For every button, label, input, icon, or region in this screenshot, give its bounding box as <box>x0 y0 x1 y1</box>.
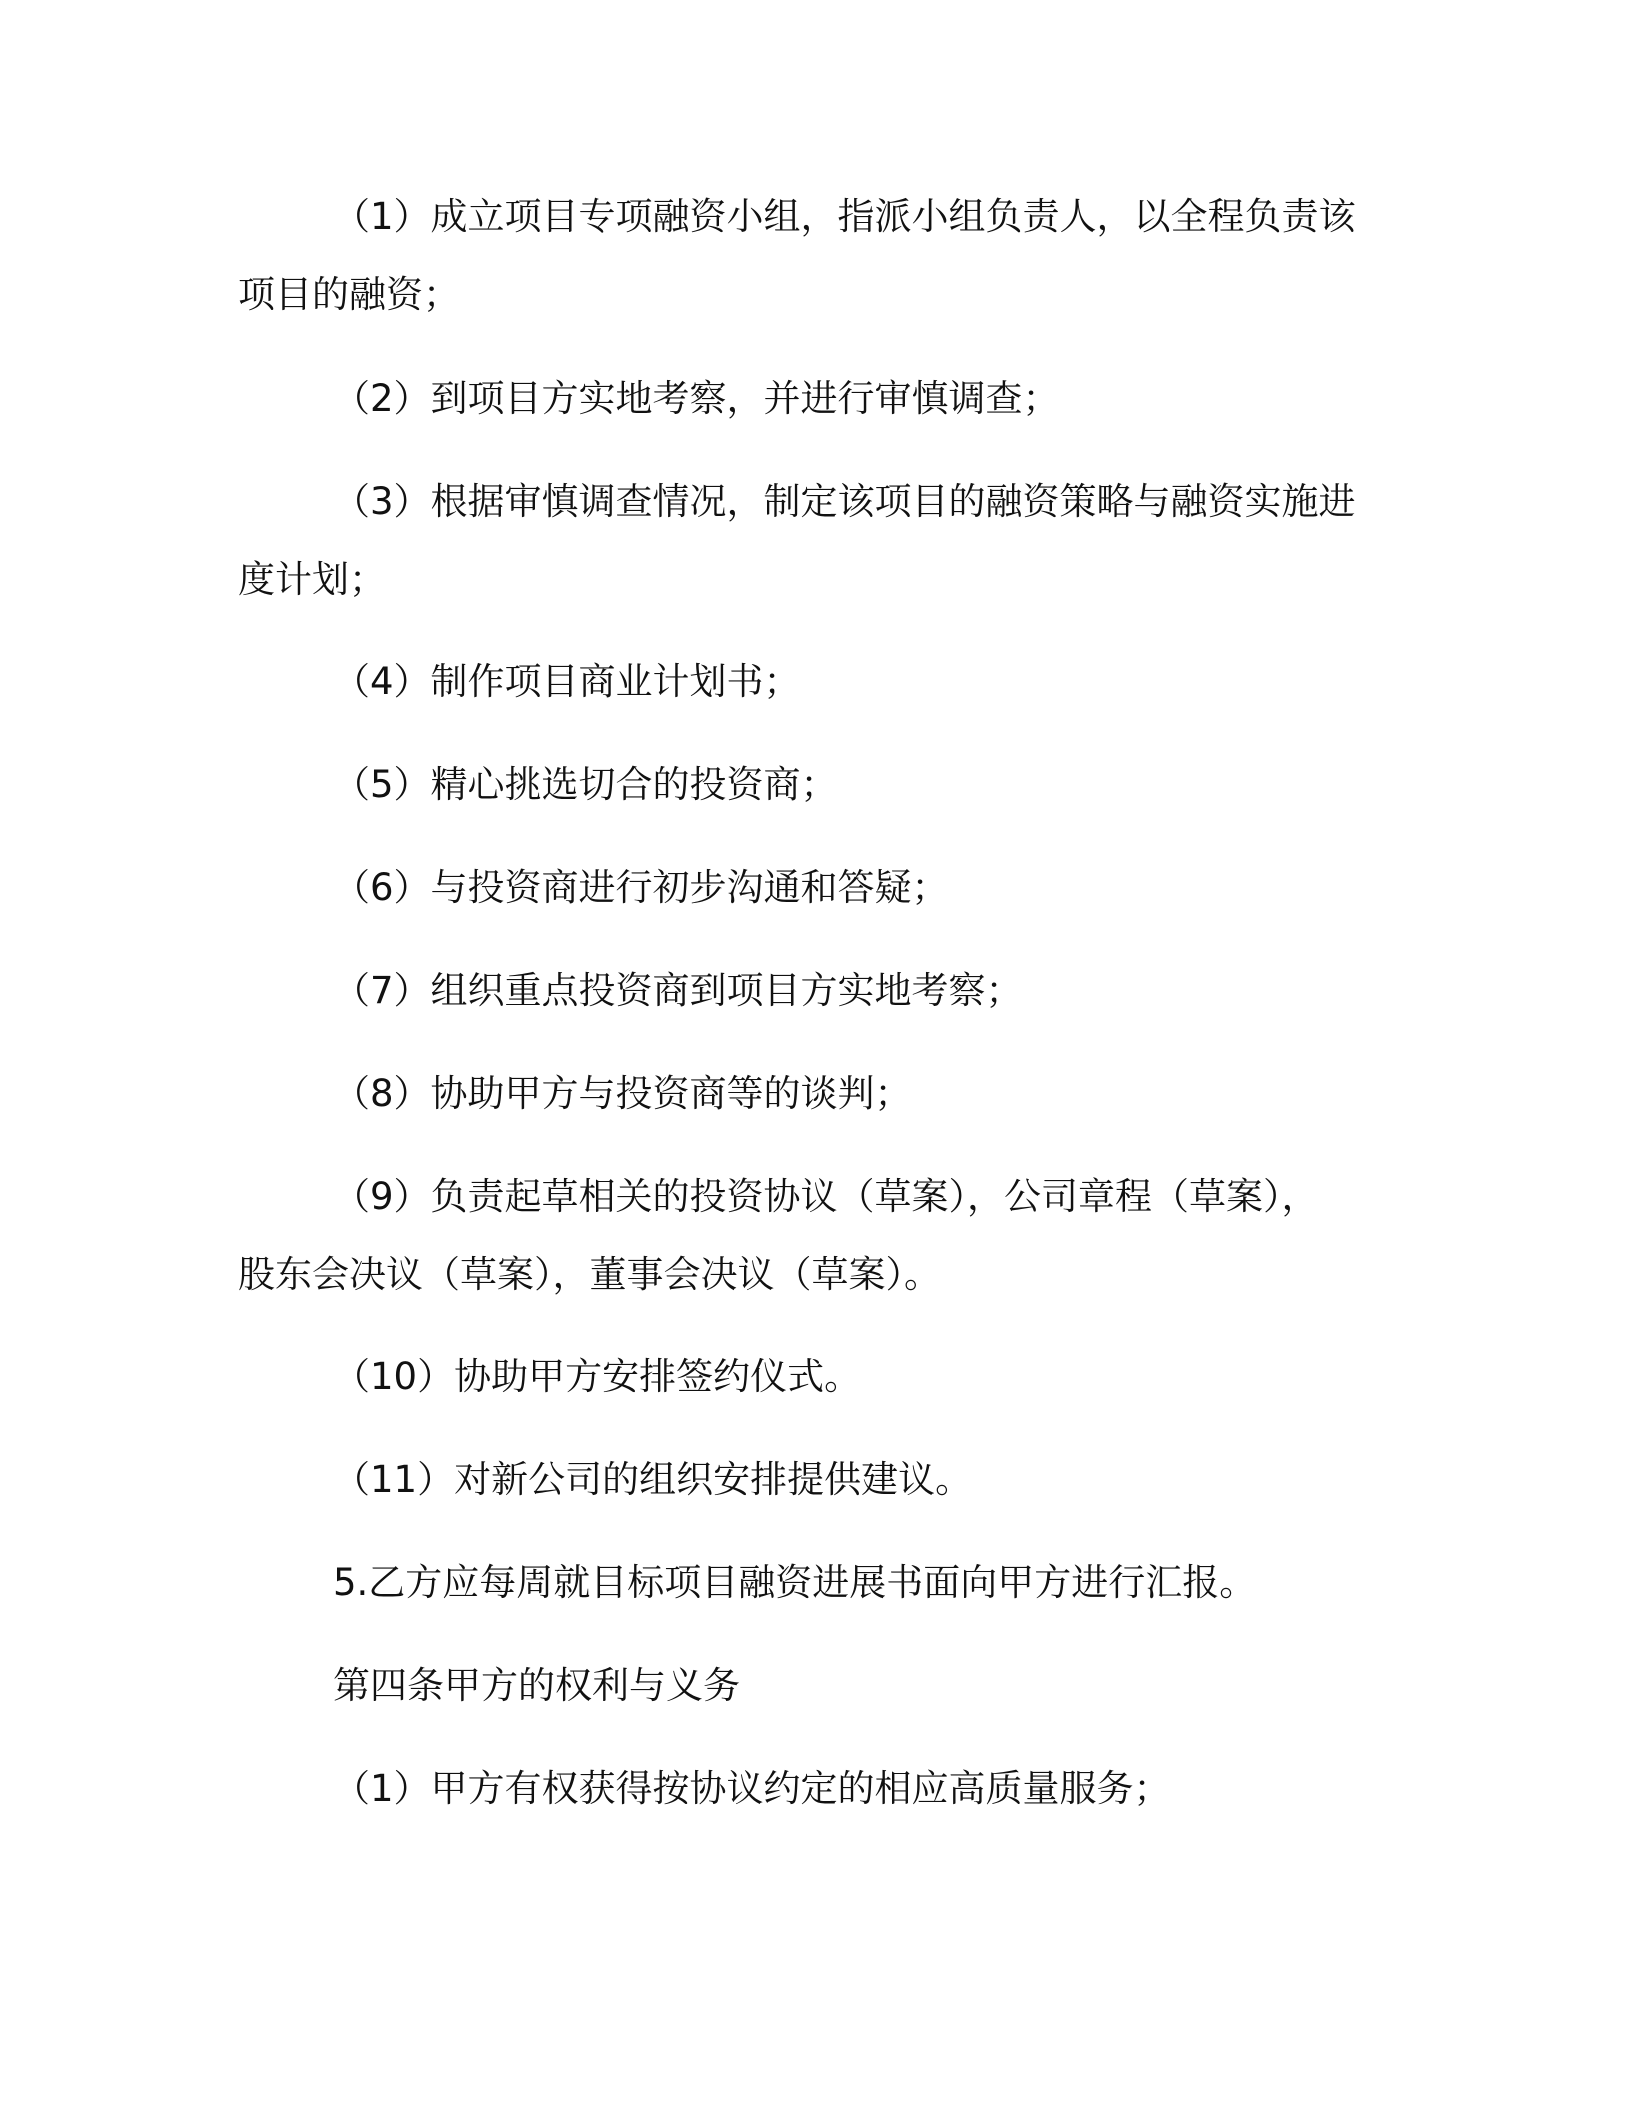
paragraph-item-5 <box>238 746 1358 824</box>
paragraph-line: （4）制作项目商业计划书； <box>333 660 801 703</box>
section-heading <box>238 1647 1358 1725</box>
paragraph-item-13 <box>238 1750 1358 1828</box>
paragraph-item-11 <box>238 1441 1358 1519</box>
paragraph-item-1 <box>238 178 1358 334</box>
paragraph-line: 度计划； <box>238 558 386 601</box>
paragraph-line: 第四条甲方的权利与义务 <box>333 1664 740 1707</box>
paragraph-item-7 <box>238 952 1358 1030</box>
paragraph-line: （9）负责起草相关的投资协议（草案），公司章程（草案）， <box>333 1175 1319 1218</box>
paragraph-item-8 <box>238 1055 1358 1133</box>
paragraph-line: （6）与投资商进行初步沟通和答疑； <box>333 866 949 909</box>
paragraph-item-4 <box>238 643 1358 721</box>
paragraph-line: （8）协助甲方与投资商等的谈判； <box>333 1072 912 1115</box>
paragraph-line: （5）精心挑选切合的投资商； <box>333 763 838 806</box>
paragraph-item-6 <box>238 849 1358 927</box>
paragraph-item-12 <box>238 1544 1358 1622</box>
paragraph-item-9 <box>238 1158 1358 1314</box>
paragraph-item-10 <box>238 1338 1358 1416</box>
paragraph-line: （7）组织重点投资商到项目方实地考察； <box>333 969 1023 1012</box>
paragraph-line: （3）根据审慎调查情况，制定该项目的融资策略与融资实施进 <box>333 480 1356 523</box>
paragraph-line: 5.乙方应每周就目标项目融资进展书面向甲方进行汇报。 <box>333 1561 1257 1604</box>
paragraph-line: 股东会决议（草案），董事会决议（草案）。 <box>238 1253 941 1296</box>
paragraph-line: 项目的融资； <box>238 273 460 316</box>
paragraph-line: （11）对新公司的组织安排提供建议。 <box>333 1458 973 1501</box>
paragraph-line: （1）成立项目专项融资小组，指派小组负责人，以全程负责该 <box>333 195 1356 238</box>
paragraph-item-2 <box>238 360 1358 438</box>
paragraph-line: （2）到项目方实地考察，并进行审慎调查； <box>333 377 1060 420</box>
paragraph-line: （10）协助甲方安排签约仪式。 <box>333 1355 862 1398</box>
paragraph-line: （1）甲方有权获得按协议约定的相应高质量服务； <box>333 1767 1171 1810</box>
paragraph-item-3 <box>238 463 1358 619</box>
